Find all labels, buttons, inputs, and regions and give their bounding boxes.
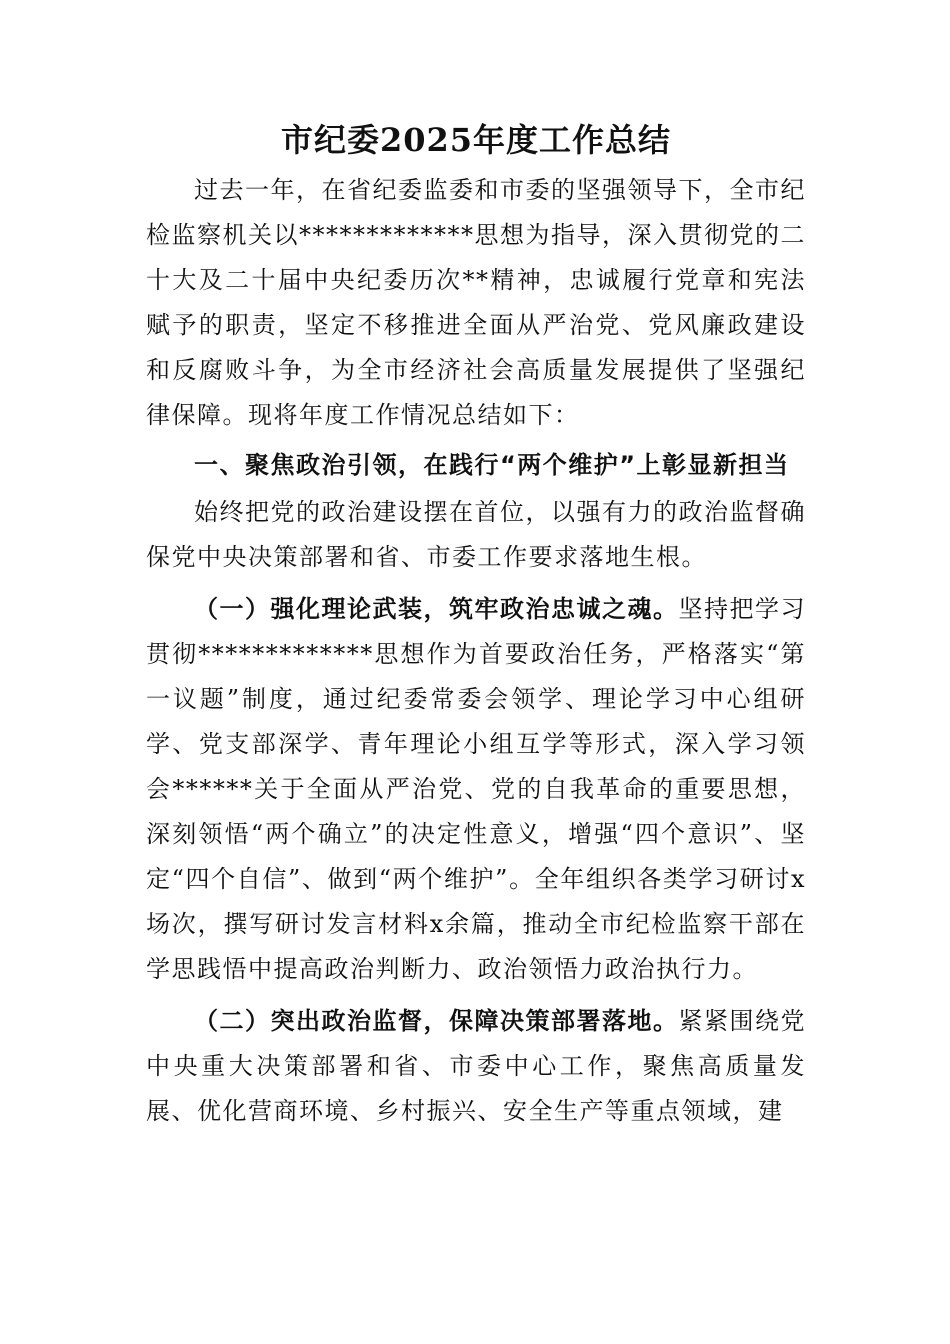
subsection-heading-2: （二）突出政治监督，保障决策部署落地。 [194, 1006, 679, 1035]
intro-paragraph: 过去一年，在省纪委监委和市委的坚强领导下，全市纪检监察机关以*************思想为指导，深入贯彻党的二十大及二十届中央纪委历次**精神，忠诚履行党章和宪法赋予的职责，坚定不移推进全面从严治党、党风廉政建设和反腐败斗争，为全市经济社会高质量发展提供了坚强纪律保障。现将年度工作情况总结如下： [146, 176, 806, 429]
subsection-paragraph-1 [146, 586, 806, 992]
subsection-paragraph-2 [146, 998, 806, 1134]
document-title: 市纪委2025年度工作总结 [280, 121, 672, 159]
section-heading: 一、聚焦政治引领，在践行“两个维护”上彰显新担当 [194, 451, 790, 479]
subsection-body-2: 紧紧围绕党中央重大决策部署和省、市委中心工作，聚焦高质量发展、优化营商环境、乡村振兴、安全生产等重点领域，建 [146, 1007, 806, 1125]
section-lead-paragraph: 始终把党的政治建设摆在首位，以强有力的政治监督确保党中央决策部署和省、市委工作要求落地生根。 [146, 498, 806, 571]
document-page [146, 112, 806, 1134]
subsection-body-1: 坚持把学习贯彻*************思想作为首要政治任务，严格落实“第一议题”制度，通过纪委常委会领学、理论学习中心组研学、党支部深学、青年理论小组互学等形式，深入学习领会******关于全面从严治党、党的自我革命的重要思想，深刻领悟“两个确立”的决定性意义，增强“四个意识”、坚定“四个自信”、做到“两个维护”。全年组织各类学习研讨x场次，撰写研讨发言材料x余篇，推动全市纪检监察干部在学思践悟中提高政治判断力、政治领悟力政治执行力。 [146, 595, 806, 983]
subsection-heading-1: （一）强化理论武装，筑牢政治忠诚之魂。 [194, 594, 679, 623]
